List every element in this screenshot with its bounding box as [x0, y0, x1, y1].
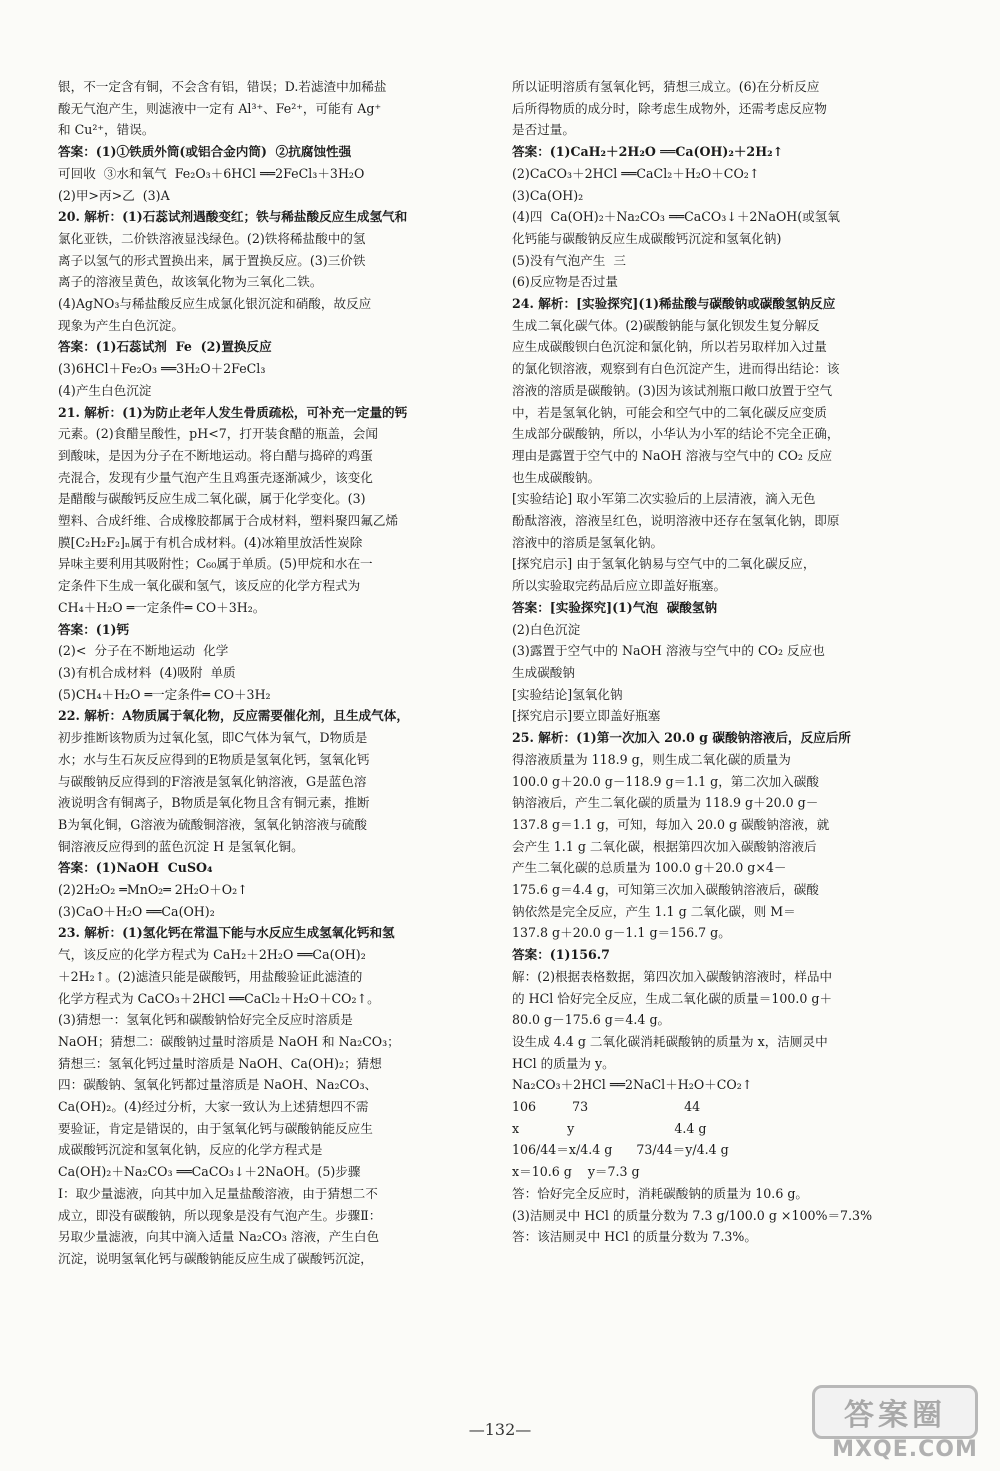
text-line: 银，不一定含有铜，不会含有铝，错误；D.若滤渣中加稀盐 — [58, 79, 387, 94]
text-line: 元素。(2)食醋呈酸性，pH<7，打开装食醋的瓶盖，会闻 — [58, 426, 378, 442]
text-line: 生成二氧化碳气体。(2)碳酸钠能与氯化钡发生复分解反 — [512, 317, 820, 333]
text-line: 异味主要利用其吸附性；C₆₀属于单质。(5)甲烷和水在一 — [58, 556, 373, 572]
text-line: 成碳酸钙沉淀和氢氧化钠，反应的化学方程式是 — [58, 1142, 323, 1158]
text-line: 可回收 ③水和氧气 Fe₂O₃＋6HCl ══2FeCl₃＋3H₂O — [58, 165, 365, 181]
text-line: 设生成 4.4 g 二氧化碳消耗碳酸钠的质量为 x，洁厕灵中 — [512, 1033, 828, 1049]
watermark-url: MXQE.COM — [832, 1437, 978, 1462]
text-line: HCl 的质量为 y。 — [512, 1055, 615, 1071]
text-line: Ca(OH)₂＋Na₂CO₃ ══CaCO₃↓＋2NaOH。(5)步骤 — [58, 1164, 361, 1180]
text-line: 溶液中的溶质是氢氧化钠。 — [512, 534, 664, 550]
text-line: 的氯化钡溶液，观察到有白色沉淀产生，进而得出结论：该 — [512, 361, 840, 377]
text-line: 所以证明溶质有氢氧化钙，猜想三成立。(6)在分析反应 — [512, 79, 820, 94]
text-line: (2)白色沉淀 — [512, 621, 581, 637]
text-line: (5)没有气泡产生 三 — [512, 252, 627, 268]
text-line: Ca(OH)₂。(4)经过分析，大家一致认为上述猜想四不需 — [58, 1099, 369, 1115]
text-line: 137.8 g＋20.0 g－1.1 g＝156.7 g。 — [512, 925, 731, 941]
text-line: 壳混合，发现有少量气泡产生且鸡蛋壳逐渐减少，该变化 — [58, 469, 373, 485]
text-line: 要验证，肯定是错误的，由于氢氧化钙与碳酸钠能反应生 — [58, 1120, 373, 1136]
text-line: (3)有机合成材料 (4)吸附 单质 — [58, 664, 236, 680]
text-line: 猜想三：氢氧化钙过量时溶质是 NaOH、Ca(OH)₂；猜想 — [58, 1055, 382, 1071]
text-line: 化学方程式为 CaCO₃＋2HCl ══CaCl₂＋H₂O＋CO₂↑。 — [58, 990, 380, 1006]
text-line: (3)Ca(OH)₂ — [512, 187, 584, 203]
text-line: [探究启示]要立即盖好瓶塞 — [512, 708, 661, 724]
text-line: 137.8 g＝1.1 g，可知，每加入 20.0 g 碳酸钠溶液，就 — [512, 816, 830, 832]
text-line: (2)甲>丙>乙 (3)A — [58, 187, 170, 203]
text-line: [探究启示] 由于氢氧化钠易与空气中的二氧化碳反应， — [512, 556, 816, 572]
text-line: 离子的溶液呈黄色，故该氧化物为三氧化二铁。 — [58, 274, 323, 290]
page-number: —132— — [468, 1420, 532, 1439]
text-line: 钠溶液后，产生二氧化碳的质量为 118.9 g＋20.0 g－ — [512, 795, 819, 811]
text-line: 答案：(1)石蕊试剂 Fe (2)置换反应 — [58, 339, 272, 355]
text-line: (4)AgNO₃与稀盐酸反应生成氯化银沉淀和硝酸，故反应 — [58, 296, 372, 312]
text-line: 答案：(1)156.7 — [512, 947, 610, 963]
text-line: 离子以氢气的形式置换出来，属于置换反应。(3)三价铁 — [58, 252, 366, 268]
text-line: Ⅰ：取少量滤液，向其中加入足量盐酸溶液，由于猜想二不 — [58, 1185, 378, 1201]
text-line: 化钙能与碳酸钠反应生成碳酸钙沉淀和氢氧化钠) — [512, 230, 782, 246]
text-line: NaOH；猜想二：碳酸钠过量时溶质是 NaOH 和 Na₂CO₃； — [58, 1033, 400, 1049]
text-line: 生成部分碳酸钠，所以，小华认为小军的结论不完全正确， — [512, 426, 840, 442]
text-line: (2)2H₂O₂ ═MnO₂═ 2H₂O＋O₂↑ — [58, 882, 248, 898]
text-line: 酚酞溶液，溶液呈红色，说明溶液中还存在氢氧化钠，即原 — [512, 513, 840, 529]
text-line: 液说明含有铜离子，B物质是氧化物且含有铜元素，推断 — [58, 795, 370, 811]
text-line: 酸无气泡产生，则滤液中一定有 Al³⁺、Fe²⁺，可能有 Ag⁺ — [58, 100, 382, 116]
text-line: 会产生 1.1 g 二氧化碳，根据第四次加入碳酸钠溶液后 — [512, 838, 817, 854]
text-line: 到酸味，是因为分子在不断地运动。将白醋与捣碎的鸡蛋 — [58, 447, 373, 463]
text-line: 答：该洁厕灵中 HCl 的质量分数为 7.3%。 — [512, 1229, 757, 1245]
watermark-logo — [812, 1385, 992, 1465]
text-line: (3)洁厕灵中 HCl 的质量分数为 7.3 g/100.0 g ×100%＝7.3% — [512, 1207, 873, 1223]
text-line: 23. 解析：(1)氢化钙在常温下能与水反应生成氢氧化钙和氢 — [58, 925, 395, 941]
text-line: 答：恰好完全反应时，消耗碳酸钠的质量为 10.6 g。 — [512, 1185, 808, 1201]
text-line: 水；水与生石灰反应得到的E物质是氢氧化钙，氢氧化钙 — [58, 751, 370, 767]
text-line: 生成碳酸钠 — [512, 664, 575, 680]
watermark-badge: 答案圈 — [812, 1385, 978, 1439]
text-line: 成立，即没有碳酸钠，所以现象是没有气泡产生。步骤Ⅱ： — [58, 1207, 382, 1223]
text-line: 四：碳酸钠、氢氧化钙都过量溶质是 NaOH、Na₂CO₃、 — [58, 1077, 378, 1093]
text-line: (4)产生白色沉淀 — [58, 382, 152, 398]
text-line: (6)反应物是否过量 — [512, 274, 618, 290]
text-line: x y 4.4 g — [512, 1120, 707, 1136]
left-column — [58, 76, 490, 1270]
text-line: 106 73 44 — [512, 1099, 701, 1115]
text-line: 80.0 g－175.6 g＝4.4 g。 — [512, 1012, 671, 1028]
text-line: 175.6 g＝4.4 g，可知第三次加入碳酸钠溶液后，碳酸 — [512, 882, 819, 898]
text-line: 22. 解析：A物质属于氧化物，反应需要催化剂，且生成气体， — [58, 708, 409, 724]
text-line: Na₂CO₃＋2HCl ══2NaCl＋H₂O＋CO₂↑ — [512, 1077, 753, 1093]
text-line: 钠依然是完全反应，产生 1.1 g 二氧化碳，则 M＝ — [512, 903, 796, 919]
text-line: 溶液的溶质是碳酸钠。(3)因为该试剂瓶口敞口放置于空气 — [512, 382, 833, 398]
text-line: 25. 解析：(1)第一次加入 20.0 g 碳酸钠溶液后，反应后所 — [512, 730, 851, 746]
text-line: 后所得物质的成分时，除考虑生成物外，还需考虑反应物 — [512, 100, 827, 116]
text-line: 是否过量。 — [512, 122, 575, 138]
text-line: 的 HCl 恰好完全反应，生成二氧化碳的质量＝100.0 g＋ — [512, 990, 833, 1006]
text-line: [实验结论]氢氧化钠 — [512, 686, 623, 702]
text-line: 气，该反应的化学方程式为 CaH₂＋2H₂O ══Ca(OH)₂ — [58, 947, 366, 963]
text-line: 也生成碳酸钠。 — [512, 469, 601, 485]
text-line: 产生二氧化碳的总质量为 100.0 g＋20.0 g×4－ — [512, 860, 787, 876]
text-line: 定条件下生成一氧化碳和氢气，该反应的化学方程式为 — [58, 578, 361, 594]
text-line: (3)露置于空气中的 NaOH 溶液与空气中的 CO₂ 反应也 — [512, 643, 825, 659]
text-line: B为氧化铜，G溶液为硫酸铜溶液，氢氧化钠溶液与硫酸 — [58, 816, 367, 832]
text-line: 氯化亚铁，二价铁溶液显浅绿色。(2)铁将稀盐酸中的氢 — [58, 230, 366, 246]
text-line: 和 Cu²⁺，错误。 — [58, 122, 155, 138]
text-line: 106/44＝x/4.4 g 73/44＝y/4.4 g — [512, 1142, 729, 1158]
text-line: (2)CaCO₃＋2HCl ══CaCl₂＋H₂O＋CO₂↑ — [512, 165, 760, 181]
text-line: 解：(2)根据表格数据，第四次加入碳酸钠溶液时，样品中 — [512, 968, 833, 984]
text-line: 答案：[实验探究](1)气泡 碳酸氢钠 — [512, 599, 718, 615]
text-line: 答案：(1)①铁质外筒(或铝合金内筒) ②抗腐蚀性强 — [58, 144, 352, 160]
text-line: (4)四 Ca(OH)₂＋Na₂CO₃ ══CaCO₃↓＋2NaOH(或氢氧 — [512, 209, 840, 225]
text-line: 中，若是氢氧化钠，可能会和空气中的二氧化碳反应变质 — [512, 404, 827, 420]
text-line: 铜溶液反应得到的蓝色沉淀 H 是氢氧化铜。 — [58, 838, 304, 854]
text-line: (2)< 分子在不断地运动 化学 — [58, 643, 229, 659]
text-line: 现象为产生白色沉淀。 — [58, 317, 184, 333]
text-line: (3)6HCl＋Fe₂O₃ ══3H₂O＋2FeCl₃ — [58, 361, 266, 377]
text-line: 答案：(1)CaH₂＋2H₂O ══Ca(OH)₂＋2H₂↑ — [512, 144, 784, 160]
text-line: ＋2H₂↑。(2)滤渣只能是碳酸钙，用盐酸验证此滤渣的 — [58, 968, 363, 984]
text-line: 膜[C₂H₂F₂]ₙ属于有机合成材料。(4)冰箱里放活性炭除 — [58, 534, 363, 550]
text-line: 得溶液质量为 118.9 g，则生成二氧化碳的质量为 — [512, 751, 791, 767]
text-line: 是醋酸与碳酸钙反应生成二氧化碳，属于化学变化。(3) — [58, 491, 366, 507]
text-line: 100.0 g＋20.0 g－118.9 g＝1.1 g，第二次加入碳酸 — [512, 773, 819, 789]
text-line: 21. 解析：(1)为防止老年人发生骨质疏松，可补充一定量的钙 — [58, 404, 408, 420]
text-line: (3)猜想一：氢氧化钙和碳酸钠恰好完全反应时溶质是 — [58, 1012, 353, 1028]
text-line: (5)CH₄＋H₂O ═一定条件═ CO＋3H₂ — [58, 686, 271, 702]
text-line: 所以实验取完药品后应立即盖好瓶塞。 — [512, 578, 727, 594]
text-line: 与碳酸钠反应得到的F溶液是氢氧化钠溶液，G是蓝色溶 — [58, 773, 367, 789]
text-line: (3)CaO＋H₂O ══Ca(OH)₂ — [58, 903, 215, 919]
text-line: CH₄＋H₂O ═一定条件═ CO＋3H₂。 — [58, 599, 266, 615]
text-line: 初步推断该物质为过氧化氢，即C气体为氧气，D物质是 — [58, 730, 368, 746]
text-line: 答案：(1)钙 — [58, 621, 130, 637]
text-line: 另取少量滤液，向其中滴入适量 Na₂CO₃ 溶液，产生白色 — [58, 1229, 380, 1245]
text-line: 24. 解析：[实验探究](1)稀盐酸与碳酸钠或碳酸氢钠反应 — [512, 296, 836, 312]
text-line: 20. 解析：(1)石蕊试剂遇酸变红；铁与稀盐酸反应生成氢气和 — [58, 209, 408, 225]
text-line: 答案：(1)NaOH CuSO₄ — [58, 860, 213, 876]
text-line: 理由是露置于空气中的 NaOH 溶液与空气中的 CO₂ 反应 — [512, 447, 833, 463]
text-line: 塑料、合成纤维、合成橡胶都属于合成材料，塑料聚四氟乙烯 — [58, 513, 399, 529]
text-line: x＝10.6 g y＝7.3 g — [512, 1164, 640, 1180]
text-line: 应生成碳酸钡白色沉淀和氯化钠，所以若另取样加入过量 — [512, 339, 827, 355]
text-line: 沉淀，说明氢氧化钙与碳酸钠能反应生成了碳酸钙沉淀， — [58, 1250, 373, 1266]
text-line: [实验结论] 取小军第二次实验后的上层清液，滴入无色 — [512, 491, 816, 507]
right-column — [512, 76, 956, 1248]
